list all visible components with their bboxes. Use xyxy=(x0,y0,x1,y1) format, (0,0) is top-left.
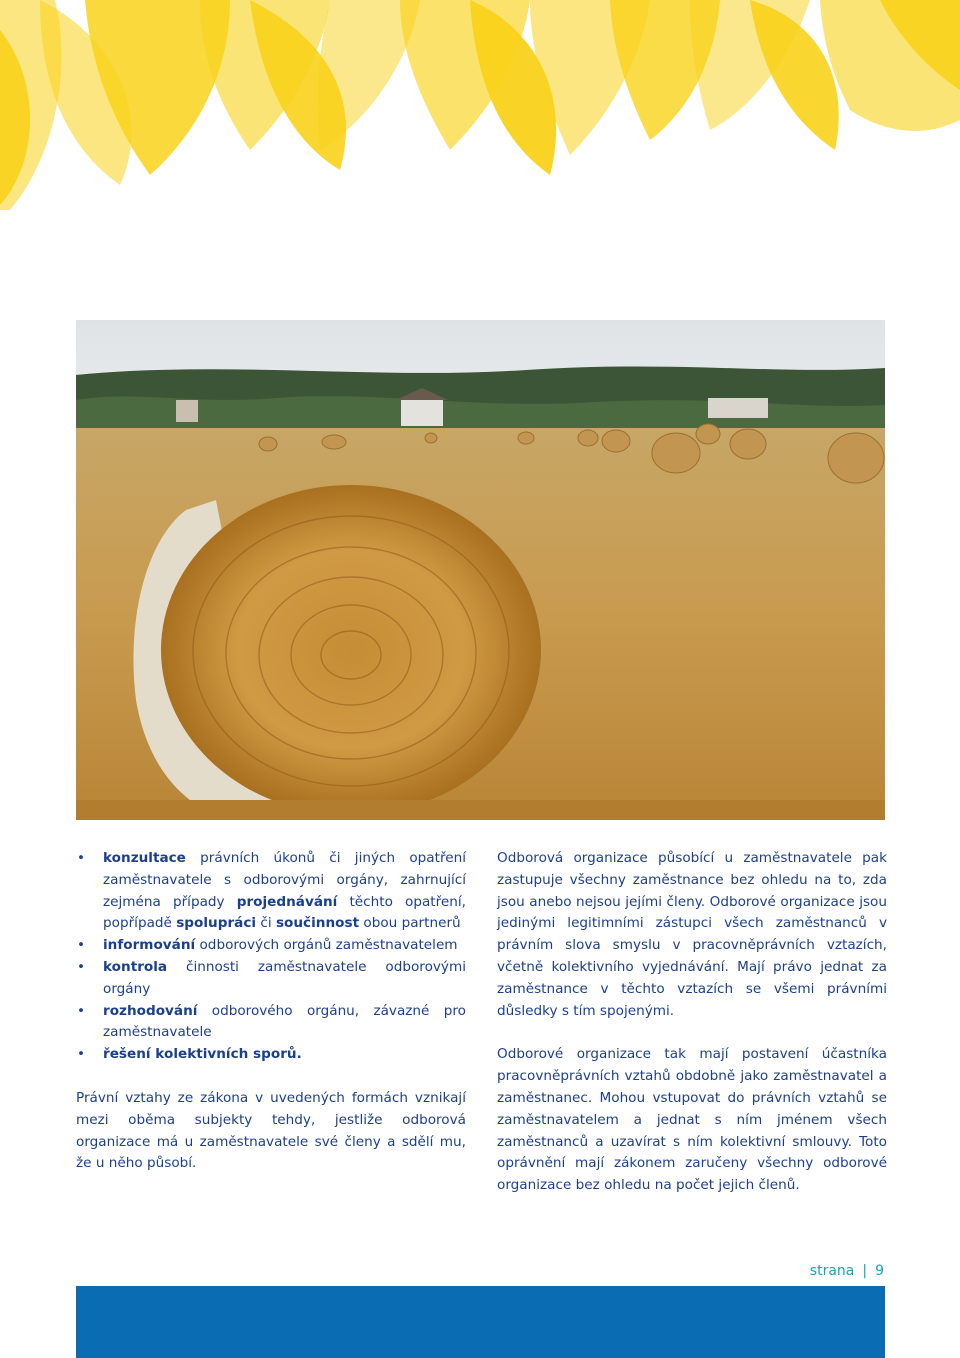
left-paragraph: Právní vztahy ze zákona v uvedených formách vznikají mezi oběma subjekty tehdy, jestliže odborová organizace má u zaměstnavatele své členy a sdělí mu, že u něho působí. xyxy=(76,1089,466,1172)
footer-separator: | xyxy=(862,1263,868,1279)
right-column xyxy=(497,848,887,1197)
footer-word: strana xyxy=(809,1263,855,1279)
hay-bales-photo xyxy=(76,320,885,820)
bullet-item xyxy=(76,848,466,935)
bold-term: spolupráci xyxy=(176,915,257,932)
bullet-text: právních úkonů či jiných opatření zaměstnavatele s odborovými orgány, zahrnující zejména případy xyxy=(103,850,466,910)
decorative-yellow-petals xyxy=(0,0,960,215)
bold-term: konzultace xyxy=(103,850,186,866)
right-paragraph-2: Odborové organizace tak mají postavení účastníka pracovněprávních vztahů obdobně jako zaměstnavatel a zaměstnanec. Mohou vstupovat do právních vztahů se zaměstnavatelem a jednat s ním jménem všech zaměstnanců a uzavírat s ním kolektivní smlouvy. Toto oprávnění mají zákonem zaručeny všechny odborové organizace bez ohledu na počet jejich členů. xyxy=(497,1046,887,1194)
bullet-text: odborového orgánu, závazné pro zaměstnavatele xyxy=(103,1002,466,1041)
bold-term: projednávání xyxy=(236,893,338,910)
bold-term: informování xyxy=(103,937,196,954)
page-number: 9 xyxy=(875,1263,884,1279)
bullet-item xyxy=(76,935,466,957)
page-footer-label xyxy=(810,1263,884,1279)
bullet-text: těchto opatření, popřípadě xyxy=(103,893,466,932)
left-column xyxy=(76,848,466,1175)
right-paragraph-1: Odborová organizace působící u zaměstnavatele pak zastupuje všechny zaměstnance bez ohledu na to, zda jsou anebo nejsou jejími členy. Odborové organizace jsou jedinými legitimními zástupci všech zaměstnanců v právním slova smyslu v pracovněprávních vztazích, včetně kolektivního vyjednávání. Mají právo jednat za zaměstnance v těchto vztazích se všemi právními důsledky s tím spojenými. xyxy=(497,850,887,1019)
bullet-text: či xyxy=(256,915,276,932)
bullet-item xyxy=(76,1001,466,1045)
bold-term: kontrola xyxy=(103,958,168,975)
bullet-text: odborových orgánů zaměstnavatelem xyxy=(195,937,458,954)
bold-term: rozhodování xyxy=(103,1002,198,1019)
bold-term: řešení kolektivních sporů. xyxy=(103,1046,302,1063)
footer-bar xyxy=(76,1286,885,1358)
bullet-text: obou partnerů xyxy=(359,915,461,932)
bold-term: součinnost xyxy=(275,915,360,932)
bullet-text: činnosti zaměstnavatele odborovými orgány xyxy=(103,958,466,997)
bullet-item xyxy=(76,1044,466,1066)
bullet-list xyxy=(76,848,466,1066)
bullet-item xyxy=(76,957,466,1001)
